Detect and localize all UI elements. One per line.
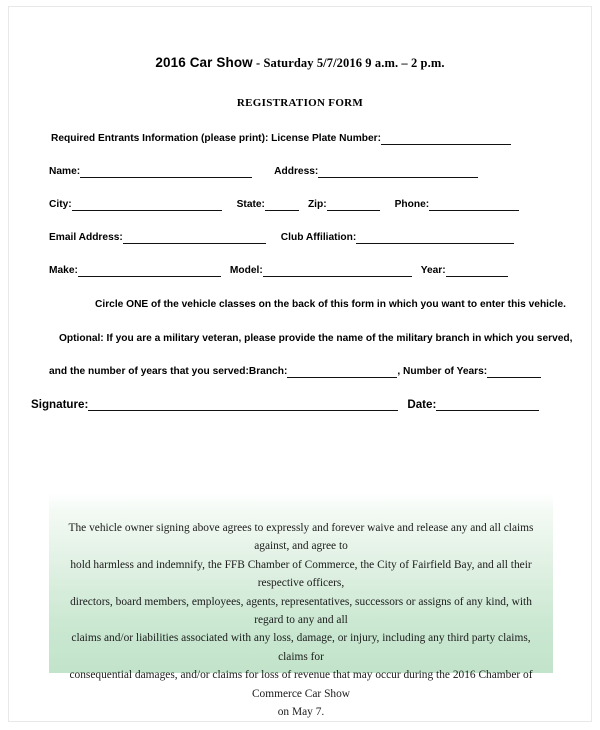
make-label: Make: — [49, 265, 78, 276]
legal-line-6: on May 7. — [277, 706, 325, 719]
zip-label: Zip: — [307, 199, 327, 210]
name-address-row — [31, 166, 569, 178]
email-club-row — [31, 232, 569, 244]
phone-label: Phone: — [394, 199, 430, 210]
registration-form-page — [8, 6, 592, 722]
signature-input[interactable] — [88, 399, 398, 411]
date-label: Date: — [407, 398, 437, 411]
name-input[interactable] — [80, 166, 252, 178]
address-input[interactable] — [318, 166, 478, 178]
city-label: City: — [49, 199, 72, 210]
legal-line-1: The vehicle owner signing above agrees to expressly and forever waive and release any and all claims against, and agree to — [68, 522, 534, 553]
year-input[interactable] — [446, 265, 508, 277]
number-of-years-input[interactable] — [487, 366, 541, 378]
branch-input[interactable] — [287, 366, 397, 378]
state-input[interactable] — [265, 199, 299, 211]
page-title — [9, 55, 591, 71]
model-input[interactable] — [263, 265, 412, 277]
license-plate-number-input[interactable] — [381, 133, 511, 145]
make-input[interactable] — [78, 265, 221, 277]
email-address-label: Email Address: — [49, 232, 123, 243]
number-of-years-label: , Number of Years: — [397, 366, 488, 377]
signature-date-row — [31, 399, 569, 411]
years-served-prefix-label: and the number of years that you served: — [49, 366, 249, 377]
legal-waiver-block — [49, 493, 553, 719]
optional-veteran-note: Optional: If you are a military veteran, please provide the name of the military branch in which you served, — [59, 333, 573, 344]
club-affiliation-input[interactable] — [356, 232, 514, 244]
circle-one-note: Circle ONE of the vehicle classes on the back of this form in which you want to enter this vehicle. — [95, 299, 567, 310]
legal-line-4: claims and/or liabilities associated with any loss, damage, or injury, including any third party claims, claims for — [71, 632, 531, 663]
model-label: Model: — [229, 265, 263, 276]
page-title-main: 2016 Car Show — [155, 55, 253, 70]
page-subtitle: REGISTRATION FORM — [236, 97, 364, 109]
legal-line-2: hold harmless and indemnify, the FFB Chamber of Commerce, the City of Fairfield Bay, and all their respective officers, — [70, 558, 532, 590]
email-address-input[interactable] — [123, 232, 266, 244]
city-input[interactable] — [72, 199, 222, 211]
branch-years-row — [31, 366, 569, 378]
signature-label: Signature: — [31, 398, 89, 411]
legal-line-5: consequential damages, and/or claims for loss of revenue that may occur during the 2016 Chamber of Commerce Car Show — [69, 669, 533, 700]
club-affiliation-label: Club Affiliation: — [280, 232, 357, 243]
page-title-sub: - Saturday 5/7/2016 9 a.m. – 2 p.m. — [252, 56, 445, 70]
required-info-row — [31, 133, 569, 145]
make-model-year-row — [31, 265, 569, 277]
phone-input[interactable] — [429, 199, 519, 211]
name-label: Name: — [49, 166, 81, 177]
state-label: State: — [236, 199, 265, 210]
legal-line-3: directors, board members, employees, agents, representatives, successors or assigns of any kind, with regard to any and all — [70, 595, 532, 627]
date-input[interactable] — [436, 399, 539, 411]
form-body — [9, 133, 591, 411]
zip-input[interactable] — [327, 199, 380, 211]
city-state-zip-phone-row — [31, 199, 569, 211]
year-label: Year: — [420, 265, 446, 276]
required-info-label: Required Entrants Information (please print): License Plate Number: — [51, 133, 382, 144]
address-label: Address: — [274, 166, 319, 177]
branch-label: Branch: — [248, 366, 288, 377]
